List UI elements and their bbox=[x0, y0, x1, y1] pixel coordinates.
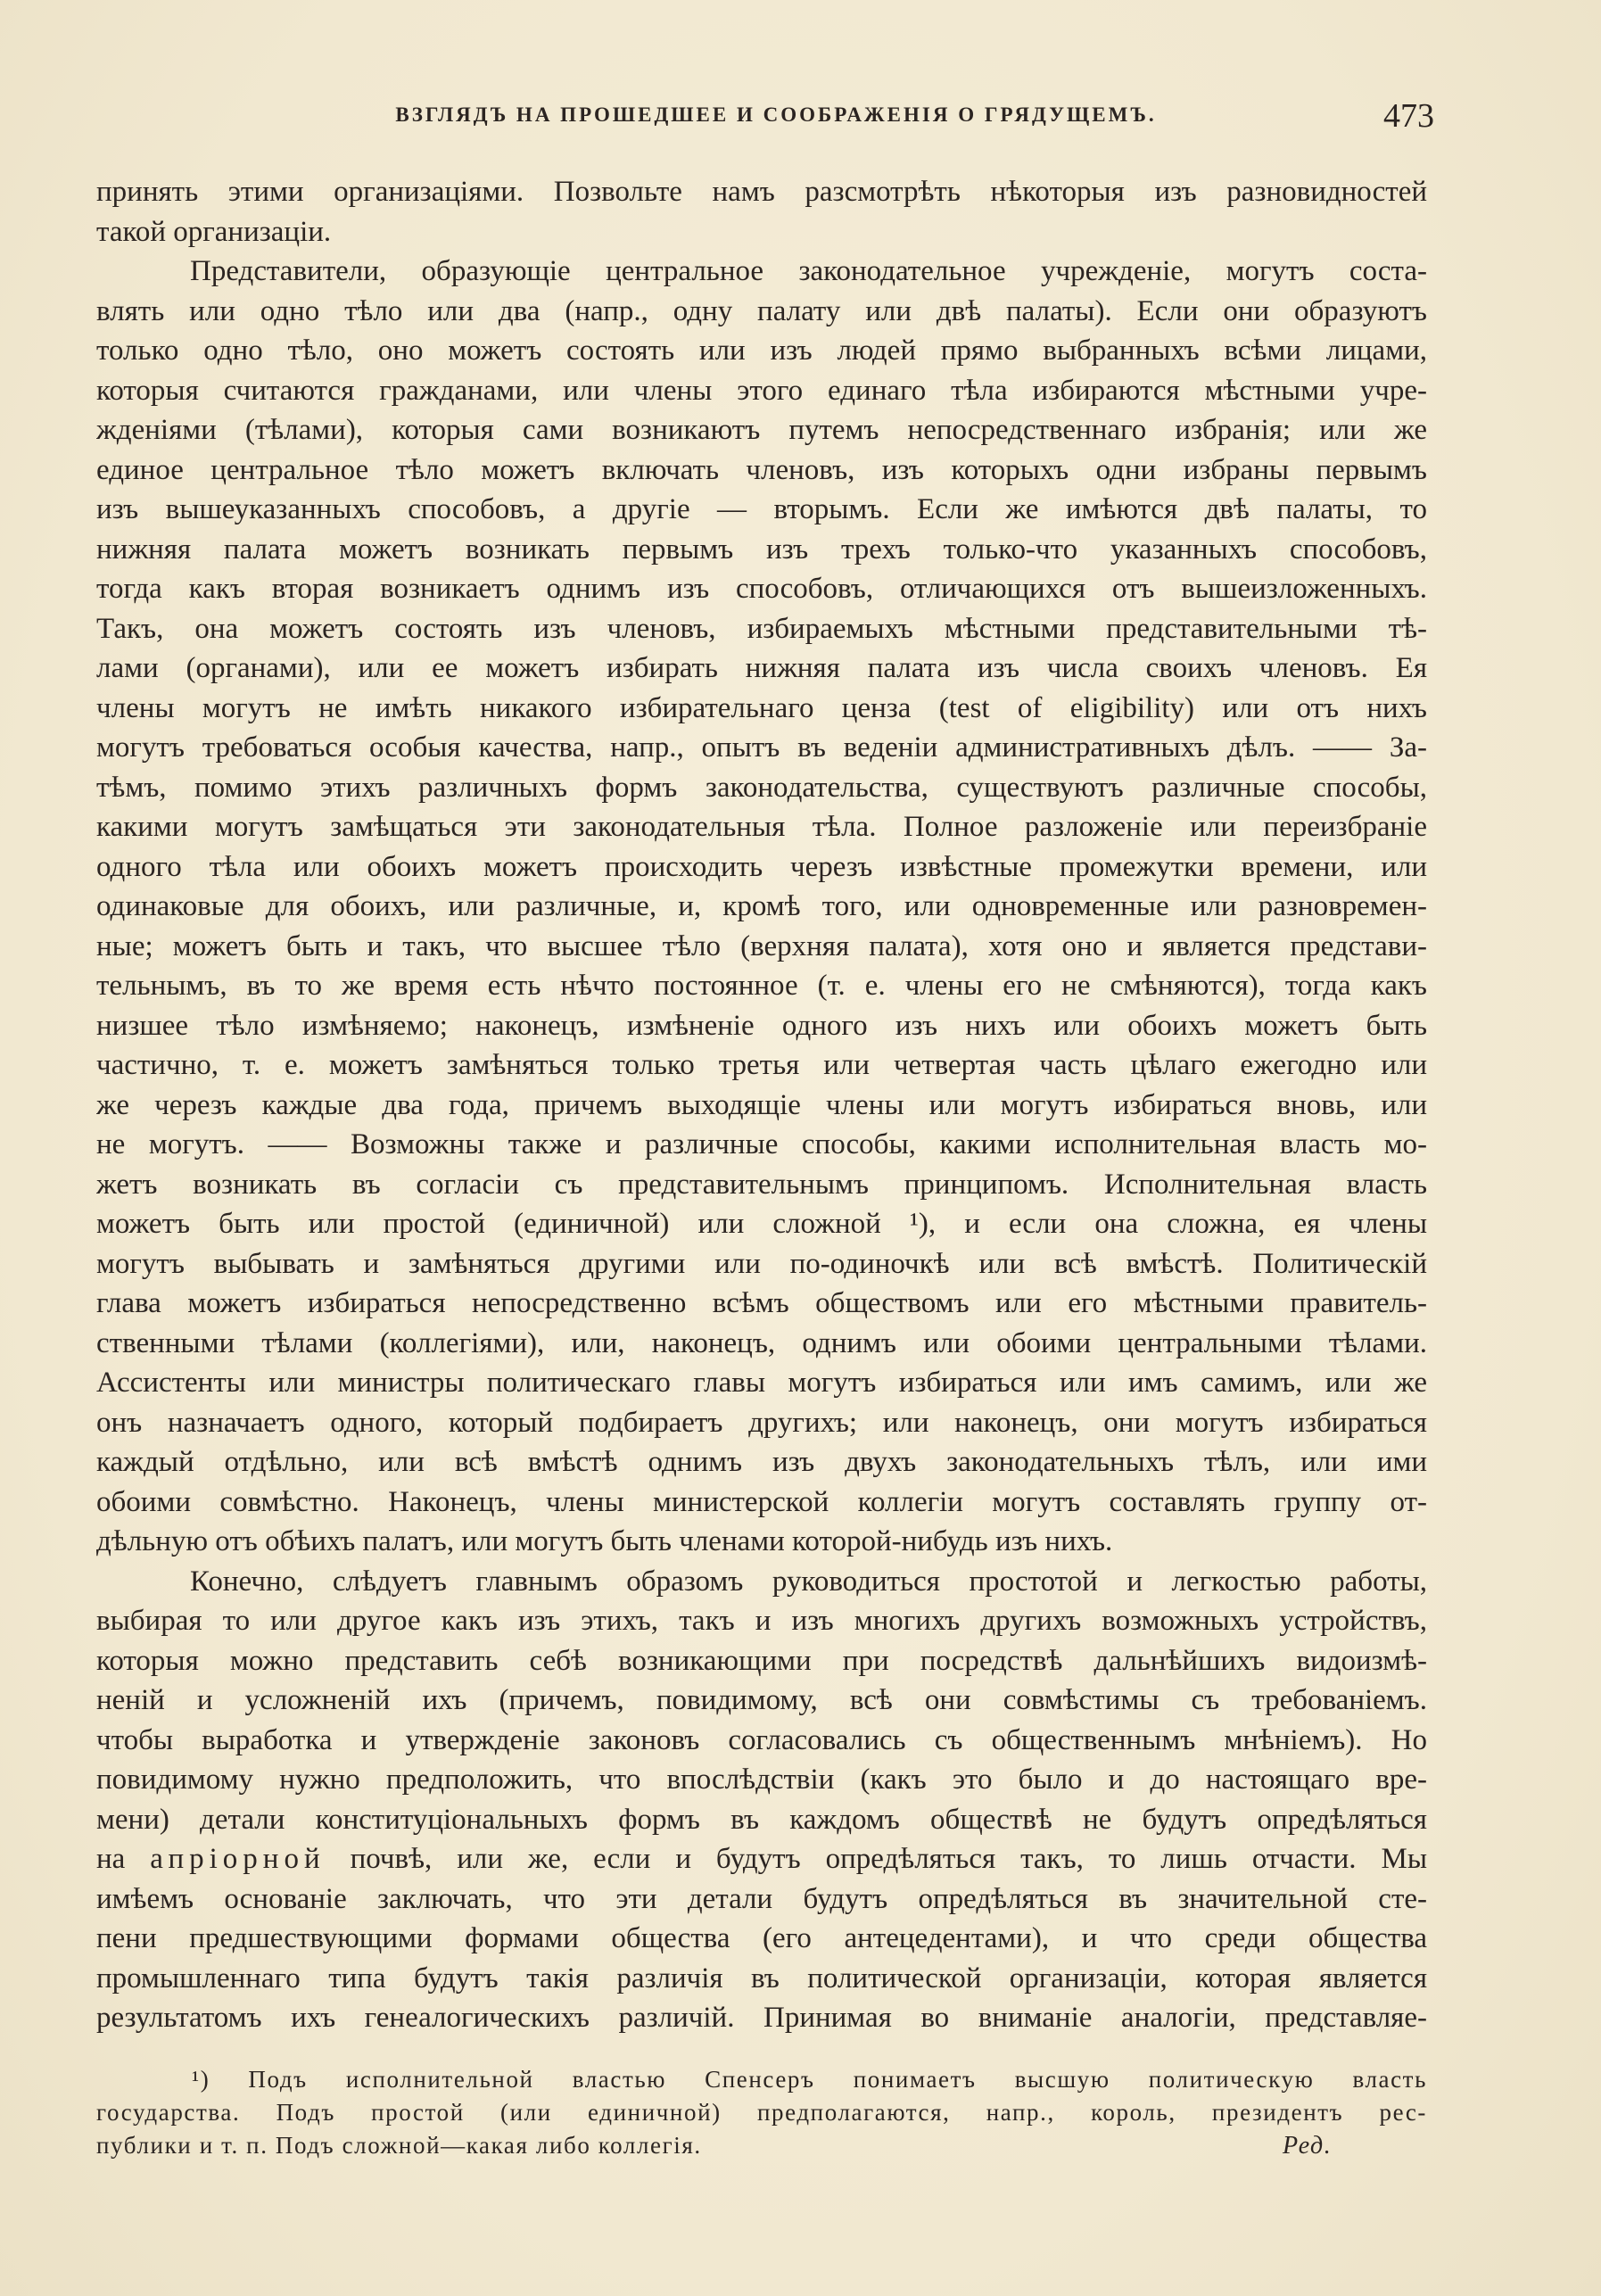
text-line: Ассистенты или министры политическаго главы могутъ избираться или имъ самимъ, или же bbox=[96, 1367, 1427, 1399]
text-line: можетъ быть или простой (единичной) или сложной ¹), и если она сложна, ея члены bbox=[96, 1208, 1427, 1240]
text-line: тѣмъ, помимо этихъ различныхъ формъ законодательства, существуютъ различные способы, bbox=[96, 771, 1427, 804]
text-segment: на bbox=[96, 1843, 151, 1875]
text-line: ственными тѣлами (коллегіями), или, наконецъ, однимъ или обоими центральными тѣлами. bbox=[96, 1326, 1427, 1359]
running-title: ВЗГЛЯДЪ НА ПРОШЕДШЕЕ И СООБРАЖЕНІЯ О ГРЯДУЩЕМЪ. bbox=[395, 103, 1157, 126]
text-line: члены могутъ не имѣть никакого избирательнаго ценза (test of eligibility) или отъ нихъ bbox=[96, 691, 1427, 724]
text-line: обоими совмѣстно. Наконецъ, члены министерской коллегіи могутъ составлять группу от- bbox=[96, 1485, 1427, 1518]
page-header bbox=[96, 96, 1434, 136]
text-line: дѣльную отъ обѣихъ палатъ, или могутъ быть членами которой-нибудь изъ нихъ. bbox=[96, 1525, 1113, 1557]
text-line: чтобы выработка и утвержденіе законовъ согласовались съ общественнымъ мнѣніемъ). Но bbox=[96, 1723, 1427, 1756]
text-line: онъ назначаетъ одного, который подбираетъ другихъ; или наконецъ, они могутъ избираться bbox=[96, 1406, 1427, 1439]
text-line: тогда какъ вторая возникаетъ однимъ изъ способовъ, отличающихся отъ вышеизложенныхъ. bbox=[96, 573, 1427, 605]
text-line: могутъ требоваться особыя качества, напр., опытъ въ веденіи административныхъ дѣлъ. —— За- bbox=[96, 731, 1427, 764]
text-line: промышленнаго типа будутъ такія различія въ политической организаціи, которая является bbox=[96, 1962, 1427, 1995]
spaced-word: апріорной bbox=[150, 1843, 326, 1875]
body-text bbox=[96, 172, 1427, 2038]
text-line: жденіями (тѣлами), которыя сами возникаютъ путемъ непосредственнаго избранія; или же bbox=[96, 414, 1427, 446]
text-line: повидимому нужно предположить, что впослѣдствіи (какъ это было и до настоящаго вре- bbox=[96, 1763, 1427, 1796]
text-line: результатомъ ихъ генеалогическихъ различій. Принимая во вниманіе аналогіи, представляе- bbox=[96, 2002, 1427, 2034]
text-line: тельнымъ, въ то же время есть нѣчто постоянное (т. е. члены его не смѣняются), тогда какъ bbox=[96, 970, 1427, 1002]
text-line: глава можетъ избираться непосредственно всѣмъ обществомъ или его мѣстными правитель- bbox=[96, 1287, 1427, 1319]
text-line: выбирая то или другое какъ изъ этихъ, такъ и изъ многихъ другихъ возможныхъ устройствъ, bbox=[96, 1605, 1427, 1637]
text-line: жетъ возникать въ согласіи съ представительнымъ принципомъ. Исполнительная власть bbox=[96, 1168, 1427, 1201]
text-line: Такъ, она можетъ состоять изъ членовъ, избираемыхъ мѣстными представительными тѣ- bbox=[96, 612, 1427, 645]
text-line: могутъ выбывать и замѣняться другими или по-одиночкѣ или всѣ вмѣстѣ. Политическій bbox=[96, 1247, 1427, 1280]
text-line: ные; можетъ быть и такъ, что высшее тѣло (верхняя палата), хотя оно и является представи- bbox=[96, 929, 1427, 962]
text-line: которыя можно представить себѣ возникающими при посредствѣ дальнѣйшихъ видоизмѣ- bbox=[96, 1644, 1427, 1677]
text-segment: почвѣ, или же, если и будутъ опредѣляться такъ, то лишь отчасти. Мы bbox=[325, 1843, 1427, 1875]
text-line: изъ вышеуказанныхъ способовъ, а другіе — вторымъ. Если же имѣются двѣ палаты, то bbox=[96, 493, 1427, 525]
page-number: 473 bbox=[1383, 97, 1434, 135]
footnote-line: публики и т. п. Подъ сложной—какая либо коллегія. bbox=[96, 2132, 702, 2159]
text-line: принять этими организаціями. Позвольте намъ разсмотрѣть нѣкоторыя изъ разновидностей bbox=[96, 176, 1427, 208]
footnote-line: ¹) Подъ исполнительной властью Спенсеръ понимаетъ высшую политическую власть bbox=[192, 2066, 1427, 2093]
text-line: не могутъ. —— Возможны также и различные способы, какими исполнительная власть мо- bbox=[96, 1128, 1427, 1160]
text-line: единое центральное тѣло можетъ включать членовъ, изъ которыхъ одни избраны первымъ bbox=[96, 453, 1427, 486]
text-line: влять или одно тѣло или два (напр., одну палату или двѣ палаты). Если они образуютъ bbox=[96, 294, 1427, 327]
text-line: пени предшествующими формами общества (его антецедентами), и что среди общества bbox=[96, 1922, 1427, 1954]
text-line: мени) детали конституціональныхъ формъ въ каждомъ обществѣ не будутъ опредѣляться bbox=[96, 1803, 1427, 1836]
text-line: имѣемъ основаніе заключать, что эти детали будутъ опредѣляться въ значительной сте- bbox=[96, 1882, 1427, 1915]
text-line: низшее тѣло измѣняемо; наконецъ, измѣненіе одного изъ нихъ или обоихъ можетъ быть bbox=[96, 1009, 1427, 1042]
footnote bbox=[96, 2063, 1427, 2162]
text-line: Конечно, слѣдуетъ главнымъ образомъ руководиться простотой и легкостью работы, bbox=[190, 1565, 1427, 1598]
footnote-last-line bbox=[96, 2129, 1427, 2162]
text-line: только одно тѣло, оно можетъ состоять или изъ людей прямо выбранныхъ всѣми лицами, bbox=[96, 334, 1427, 367]
text-line: такой организаціи. bbox=[96, 215, 332, 248]
footnote-signature: Ред. bbox=[1283, 2132, 1333, 2160]
text-line-with-spaced-word bbox=[96, 1839, 1427, 1879]
text-line: одинаковые для обоихъ, или различные, и, кромѣ того, или одновременные или разновремен- bbox=[96, 890, 1427, 922]
text-line: какими могутъ замѣщаться эти законодательныя тѣла. Полное разложеніе или переизбраніе bbox=[96, 811, 1427, 843]
text-line: которыя считаются гражданами, или члены этого единаго тѣла избираются мѣстными учре- bbox=[96, 374, 1427, 407]
text-line: же черезъ каждые два года, причемъ выходящіе члены или могутъ избираться вновь, или bbox=[96, 1088, 1427, 1121]
text-line: лами (органами), или ее можетъ избирать нижняя палата изъ числа своихъ членовъ. Ея bbox=[96, 652, 1427, 684]
text-line: Представители, образующіе центральное законодательное учрежденіе, могутъ соста- bbox=[190, 255, 1427, 287]
text-line: одного тѣла или обоихъ можетъ происходить черезъ извѣстные промежутки времени, или bbox=[96, 850, 1427, 883]
text-line: нижняя палата можетъ возникать первымъ изъ трехъ только-что указанныхъ способовъ, bbox=[96, 533, 1427, 566]
footnote-line: государства. Подъ простой (или единичной) предполагаются, напр., король, президентъ рес- bbox=[96, 2099, 1427, 2126]
text-line: неній и усложненій ихъ (причемъ, повидимому, всѣ они совмѣстимы съ требованіемъ. bbox=[96, 1684, 1427, 1716]
text-line: каждый отдѣльно, или всѣ вмѣстѣ однимъ изъ двухъ законодательныхъ тѣлъ, или ими bbox=[96, 1446, 1427, 1478]
text-line: частично, т. е. можетъ замѣняться только третья или четвертая часть цѣлаго ежегодно или bbox=[96, 1049, 1427, 1081]
